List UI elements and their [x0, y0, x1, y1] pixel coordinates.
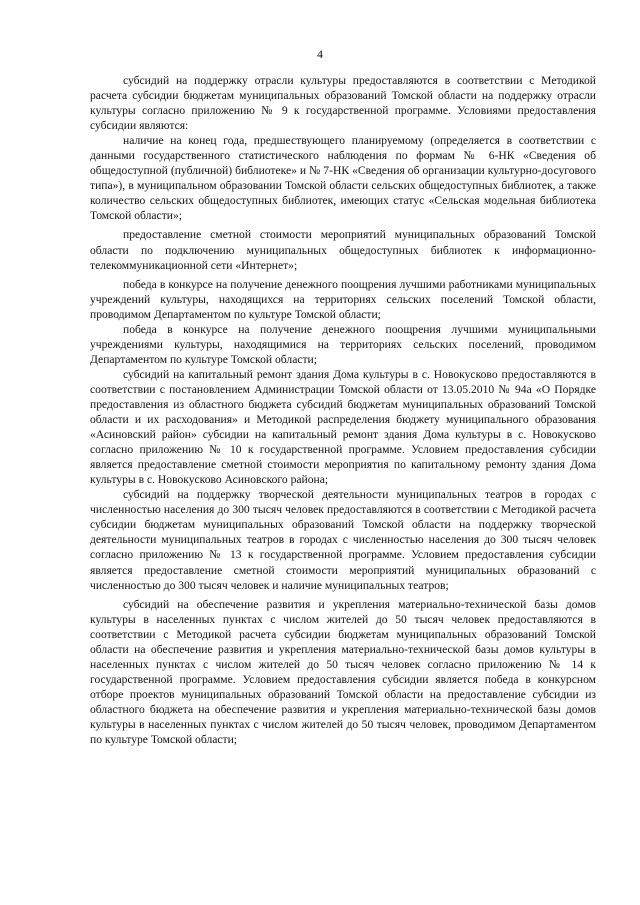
document-body: [90, 73, 596, 747]
paragraph-1: субсидий на поддержку отрасли культуры предоставляются в соответствии с Методикой расчета субсидии бюджетам муниципальных образований Томской области на поддержку отрасли культуры согласно приложению № 9 к государственной программе. Условиями предоставления субсидии являются:: [90, 74, 596, 133]
paragraph-6: субсидий на капитальный ремонт здания Дома культуры в с. Новокусково предоставляются в соответствии с постановлением Администрации Томской области от 13.05.2010 № 94а «О Порядке предоставления из областного бюджета субсидий бюджетам муниципальных образований Томской области и их расходования» и Методикой распределения бюджету муниципального образования «Асиновский район» субсидии на капитальный ремонт здания Дома культуры в с. Новокусково согласно приложению № 10 к государственной программе. Условием предоставления субсидии является предоставление сметной стоимости мероприятия по капитальному ремонту здания Дома культуры в с. Новокусково Асиновского района;: [90, 367, 596, 487]
paragraph-5: победа в конкурсе на получение денежного поощрения лучшими муниципальными учреждениями культуры, находящимися на территориях сельских поселений, проводимом Департаментом по культуре Томской области;: [90, 322, 596, 366]
paragraph-3: предоставление сметной стоимости мероприятий муниципальных образований Томской области по подключению муниципальных общедоступных библиотек к информационно-телекоммуникационной сети «Интернет»;: [90, 228, 596, 272]
paragraph-8: субсидий на обеспечение развития и укрепления материально-технической базы домов культуры в населенных пунктах с числом жителей до 50 тысяч человек предоставляются в соответствии с Методикой расчета субсидии бюджетам муниципальных образований Томской области на обеспечение развития и укрепления материально-технической базы домов культуры в населенных пунктах с числом жителей до 50 тысяч человек согласно приложению № 14 к государственной программе. Условием предоставления субсидии является победа в конкурсном отборе проектов муниципальных образований Томской области на предоставление субсидии из областного бюджета на обеспечение развития и укрепления материально-технической базы домов культуры в населенных пунктах с числом жителей до 50 тысяч человек, проводимом Департаментом по культуре Томской области;: [90, 597, 596, 747]
paragraph-7: субсидий на поддержку творческой деятельности муниципальных театров в городах с численностью населения до 300 тысяч человек предоставляются в соответствии с Методикой расчета субсидии бюджетам муниципальных образований Томской области на поддержку творческой деятельности муниципальных театров в городах с численностью населения до 300 тысяч человек согласно приложению № 13 к государственной программе. Условием предоставления субсидии является предоставление сметной стоимости мероприятий муниципальных образований с численностью до 300 тысяч человек и наличие муниципальных театров;: [90, 488, 596, 592]
paragraph-2: наличие на конец года, предшествующего планируемому (определяется в соответствии с данными государственного статистического наблюдения по формам № 6-НК «Сведения об общедоступной (публичной) библиотеке» и № 7-НК «Сведения об организации культурно-досугового типа»), в муниципальном образовании Томской области сельских общедоступных библиотек, а также количество сельских общедоступных библиотек, имеющих статус «Сельская модельная библиотека Томской области»;: [90, 134, 596, 223]
paragraph-4: победа в конкурсе на получение денежного поощрения лучшими работниками муниципальных учреждений культуры, находящихся на территориях сельских поселений Томской области, проводимом Департаментом по культуре Томской области;: [90, 277, 596, 321]
page-number: 4: [317, 47, 323, 61]
